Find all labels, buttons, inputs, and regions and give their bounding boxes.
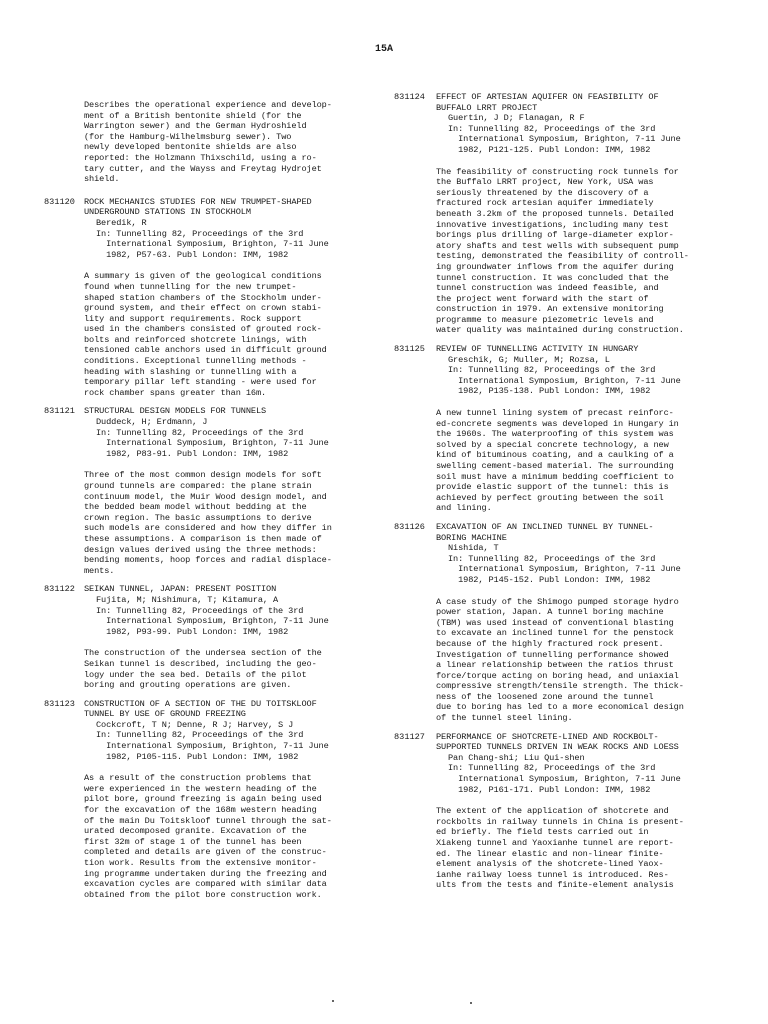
- entry-title: REVIEW OF TUNNELLING ACTIVITY IN HUNGARY: [436, 344, 639, 355]
- entry-title: CONSTRUCTION OF A SECTION OF THE DU TOITSKLOOF TUNNEL BY USE OF GROUND FREEZING: [84, 698, 317, 720]
- entry-authors: Fujita, M; Nishimura, T; Kitamura, A: [96, 594, 279, 605]
- entry-831122: [44, 584, 344, 690]
- scan-specks: [0, 1000, 768, 1008]
- entry-831125: [396, 344, 696, 514]
- entry-number: 831122: [44, 584, 75, 595]
- page-number: 15A: [374, 44, 393, 55]
- entry-number: 831120: [44, 196, 75, 207]
- entry-831126: [396, 522, 696, 724]
- entry-source: In: Tunnelling 82, Proceedings of the 3rd International Symposium, Brighton, 7-11 June 1982, P135-138. Publ London: IMM, 1982: [448, 365, 681, 397]
- entry-831121: [44, 406, 344, 576]
- entry-number: 831121: [44, 406, 75, 417]
- scan-speck: [332, 1000, 334, 1002]
- entry-831120: [44, 197, 344, 399]
- entry-source: In: Tunnelling 82, Proceedings of the 3rd International Symposium, Brighton, 7-11 June 1982, P145-152. Publ London: IMM, 1982: [448, 553, 681, 585]
- entry-number: 831125: [394, 344, 425, 355]
- entry-abstract: The construction of the undersea section of the Seikan tunnel is described, including the geo- logy under the sea bed. Details of the pilot boring and grouting operations are given.: [84, 648, 322, 691]
- entry-title: EFFECT OF ARTESIAN AQUIFER ON FEASIBILITY OF BUFFALO LRRT PROJECT: [436, 92, 659, 113]
- entry-authors: Pan Chang-shi; Liu Qui-shen: [448, 752, 585, 763]
- entry-abstract: As a result of the construction problems that were experienced in the western heading of the pilot bore, ground freezing is again being used for the excavation of the 168m western heading of the main Du Toitskloof tunnel through the sat- urated decomposed granite. Excavation of the first 32m of stage 1 of the tunnel has been completed and details are given of the construc- tion work. Results from the extensive monitor- ing programme undertaken during the freezing and excavation cycles are compared with similar data obtained from the pilot bore construction work.: [84, 773, 332, 900]
- entry-source: In: Tunnelling 82, Proceedings of the 3rd International Symposium, Brighton, 7-11 June 1982, P93-99. Publ London: IMM, 1982: [96, 605, 329, 637]
- entry-title: EXCAVATION OF AN INCLINED TUNNEL BY TUNNEL- BORING MACHINE: [436, 521, 654, 543]
- scan-speck: [470, 1002, 472, 1004]
- right-column: [396, 92, 696, 891]
- entry-source: In: Tunnelling 82, Proceedings of the 3rd International Symposium, Brighton, 7-11 June 1982, P161-171. Publ London: IMM, 1982: [448, 763, 681, 795]
- entry-abstract: Three of the most common design models for soft ground tunnels are compared: the plane strain continuum model, the Muir Wood design model, and the bedded beam model without bedding at the crown region. The basic assumptions to derive such models are considered and how they differ in these assumptions. A comparison is then made of design values derived using the three methods: bending moments, hoop forces and radial displace- ments.: [84, 470, 332, 576]
- continued-abstract: Describes the operational experience and develop- ment of a British bentonite shield (for the Warrington sewer) and the German Hydroshield (for the Hamburg-Wilhelmsburg sewer). Two newly developed bentonite shields are also reported: the Holzmann Thixschild, using a ro- tary cutter, and the Wayss and Freytag Hydrojet shield.: [84, 100, 332, 185]
- entry-title: PERFORMANCE OF SHOTCRETE-LINED AND ROCKBOLT- SUPPORTED TUNNELS DRIVEN IN WEAK ROCKS AND LOESS: [436, 731, 679, 753]
- entry-abstract: A case study of the Shimogo pumped storage hydro power station, Japan. A tunnel boring machine (TBM) was used instead of conventional blasting to excavate an inclined tunnel for the penstock because of the highly fractured rock present. Investigation of tunnelling performance showed a linear relationship between the ratios thrust force/torque acting on boring head, and uniaxial compressive strength/tensile strength. The thick- ness of the loosened zone around the tunnel due to boring has led to a more economical design of the tunnel steel lining.: [436, 596, 684, 724]
- entry-831123: [44, 699, 344, 901]
- entry-abstract: A new tunnel lining system of precast reinforc- ed-concrete segments was developed in Hungary in the 1960s. The waterproofing of this system was solved by a special concrete technology, a new kind of bituminous coating, and a caulking of a swelling cement-based material. The surrounding soil must have a minimum bedding coefficient to provide elastic support of the tunnel: this is achieved by perfect grouting between the soil and lining.: [436, 408, 679, 514]
- entry-831127: [396, 732, 696, 891]
- entry-source: In: Tunnelling 82, Proceedings of the 3rd International Symposium, Brighton, 7-11 June 1982, P57-63. Publ London: IMM, 1982: [96, 228, 329, 260]
- entry-authors: Guertin, J D; Flanagan, R F: [448, 113, 585, 124]
- entry-source: In: Tunnelling 82, Proceedings of the 3rd International Symposium, Brighton, 7-11 June 1982, P105-115. Publ London: IMM, 1982: [96, 730, 329, 762]
- entry-831124: [396, 92, 696, 336]
- entry-abstract: A summary is given of the geological conditions found when tunnelling for the new trumpet- shaped station chambers of the Stockholm under- ground system, and their effect on crown stabi- lity and support requirements. Rock support used in the chambers consisted of grouted rock- bolts and reinforced shotcrete linings, with tensioned cable anchors used in difficult ground conditions. Exceptional tunnelling methods - heading with slashing or tunnelling with a temporary pillar left standing - were used for rock chamber spans greater than 16m.: [84, 271, 327, 398]
- entry-abstract: The extent of the application of shotcrete and rockbolts in railway tunnels in China is present- ed briefly. The field tests carried out in Xiakeng tunnel and Yaoxianhe tunnel are report- ed. The linear elastic and non-linear finite- element analysis of the shotcrete-lined Yaox- ianhe railway loess tunnel is introduced. Res- ults from the tests and finite-element analysis: [436, 806, 684, 891]
- entry-authors: Duddeck, H; Erdmann, J: [96, 417, 208, 428]
- entry-title: SEIKAN TUNNEL, JAPAN: PRESENT POSITION: [84, 584, 277, 595]
- entry-authors: Cockcroft, T N; Denne, R J; Harvey, S J: [96, 719, 294, 730]
- entry-source: In: Tunnelling 82, Proceedings of the 3rd International Symposium, Brighton, 7-11 June 1982, P121-125. Publ London: IMM, 1982: [448, 123, 681, 155]
- entry-source: In: Tunnelling 82, Proceedings of the 3rd International Symposium, Brighton, 7-11 June 1982, P83-91. Publ London: IMM, 1982: [96, 427, 329, 459]
- entry-authors: Greschik, G; Muller, M; Rozsa, L: [448, 354, 610, 365]
- entry-number: 831127: [394, 731, 425, 742]
- entry-number: 831126: [394, 521, 425, 532]
- left-column: [44, 96, 344, 900]
- entry-title: STRUCTURAL DESIGN MODELS FOR TUNNELS: [84, 406, 267, 417]
- entry-authors: Beredik, R: [96, 217, 147, 228]
- entry-abstract: The feasibility of constructing rock tunnels for the Buffalo LRRT project, New York, USA was seriously threatened by the discovery of a fractured rock artesian aquifer immediately beneath 3.2km of the proposed tunnels. Detailed innovative investigations, including many test borings plus drilling of large-diameter explor- atory shafts and test wells with subsequent pump testing, demonstrated the feasibility of controll- ing groundwater inflows from the aquifer during tunnel construction. It was concluded that the tunnel construction was indeed feasible, and the project went forward with the start of construction in 1979. An extensive monitoring programme to measure piezometric levels and water quality was maintained during construction.: [436, 166, 689, 336]
- entry-authors: Nishida, T: [448, 543, 499, 554]
- entry-title: ROCK MECHANICS STUDIES FOR NEW TRUMPET-SHAPED UNDERGROUND STATIONS IN STOCKHOLM: [84, 196, 312, 218]
- entry-number: 831124: [394, 92, 425, 102]
- entry-number: 831123: [44, 698, 75, 709]
